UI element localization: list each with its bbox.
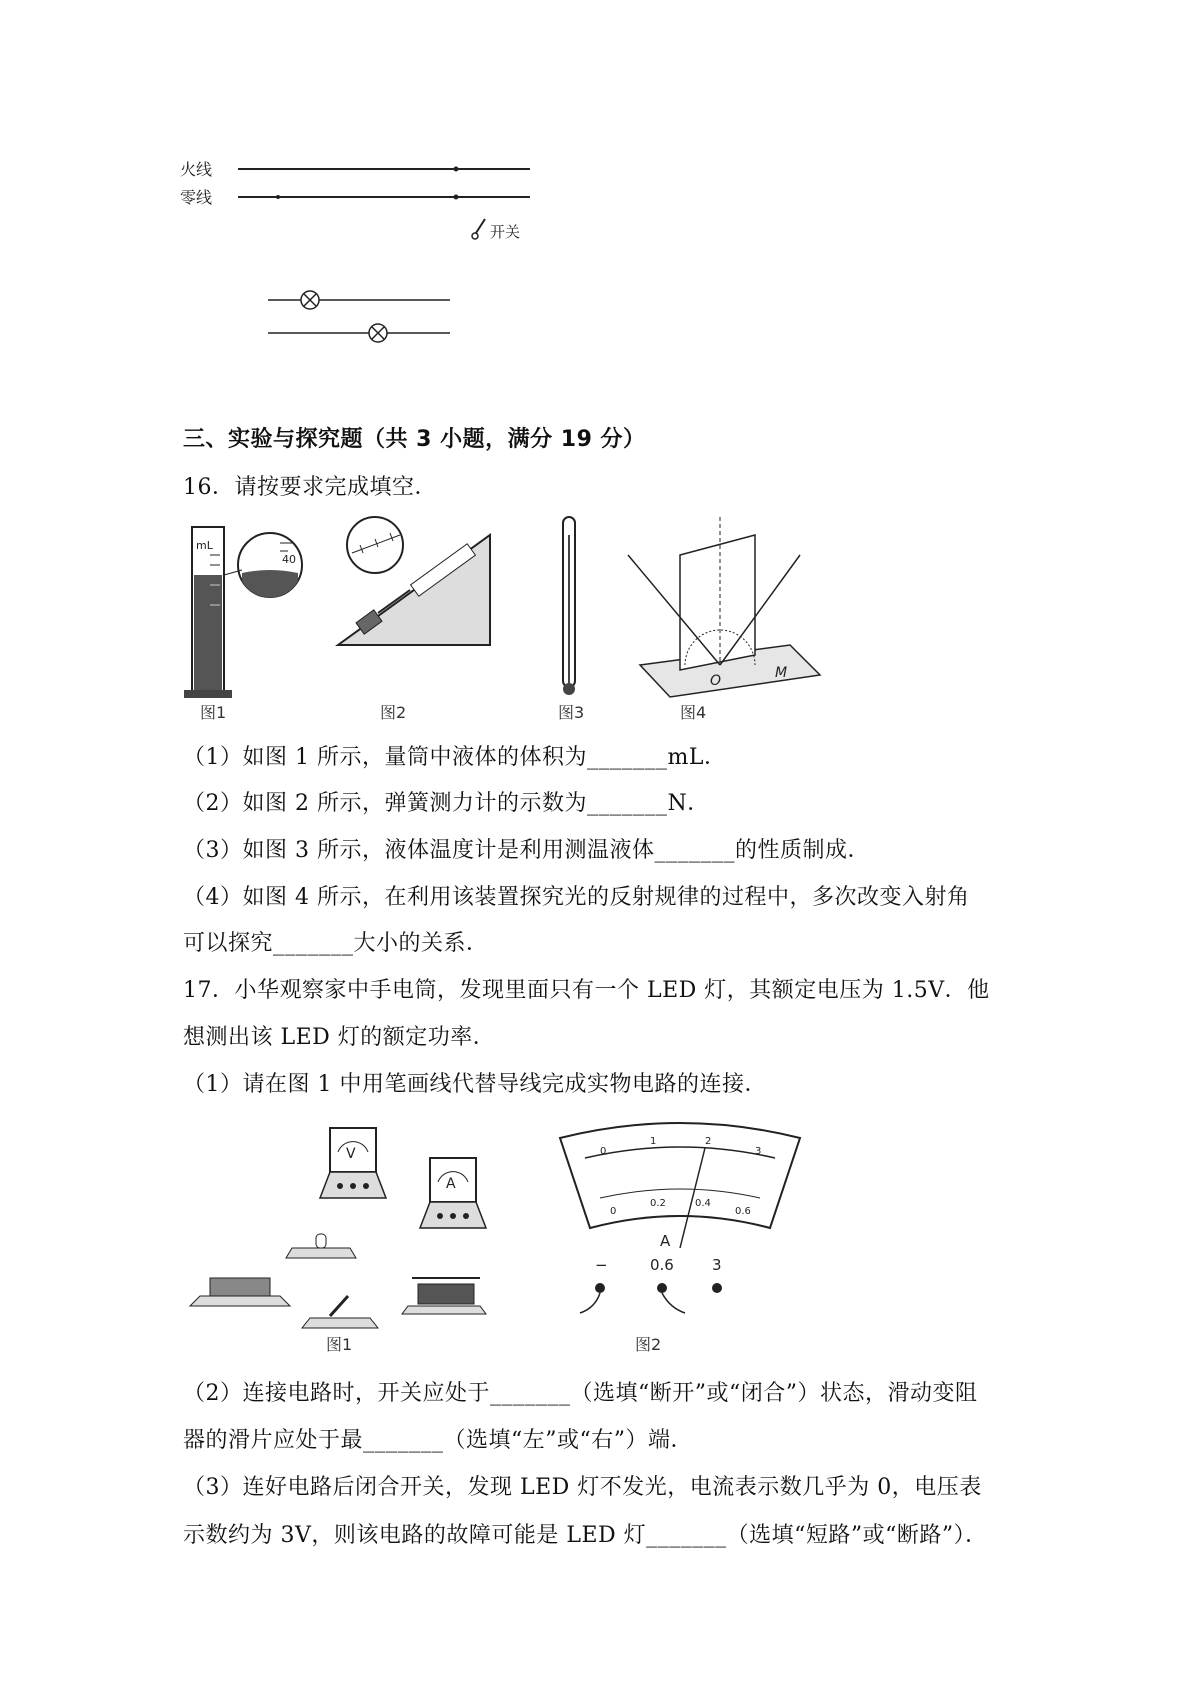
lamp-icon — [301, 291, 319, 309]
q17-item-2-line1: （2）连接电路时，开关应处于_______（选填“断开”或“闭合”）状态，滑动变阻 — [183, 1381, 978, 1406]
household-circuit-figure — [180, 155, 540, 355]
fig2-caption: 图2 — [380, 703, 407, 722]
rheostat-icon — [402, 1278, 486, 1314]
scale-top-0: 0 — [600, 1146, 607, 1157]
q16-item-4: （4）如图 4 所示，在利用该装置探究光的反射规律的过程中，多次改变入射角 — [183, 885, 970, 910]
scale-top-3: 3 — [755, 1146, 762, 1157]
battery-box-icon — [190, 1278, 290, 1306]
section-title: 三、实验与探究题（共 3 小题，满分 19 分） — [183, 427, 646, 452]
mirror-point-label: O — [710, 673, 722, 689]
q17-fig1-caption: 图1 — [326, 1335, 353, 1354]
fig1-caption: 图1 — [200, 703, 227, 722]
spring-scale-incline-icon — [338, 517, 490, 645]
live-wire-label: 火线 — [180, 160, 213, 179]
scale-bottom-2: 0.4 — [695, 1198, 711, 1209]
reflection-apparatus-icon — [628, 517, 820, 697]
fig4-caption: 图4 — [680, 703, 707, 722]
q16-stem: 16．请按要求完成填空． — [183, 475, 437, 500]
scale-bottom-0: 0 — [610, 1206, 617, 1217]
q16-item-1: （1）如图 1 所示，量筒中液体的体积为_______mL． — [183, 745, 727, 770]
scale-bottom-3: 0.6 — [735, 1206, 751, 1217]
q17-stem-line2: 想测出该 LED 灯的额定功率． — [183, 1025, 496, 1050]
scale-top-1: 1 — [650, 1136, 657, 1147]
led-lamp-icon — [286, 1234, 356, 1258]
q16-figures — [180, 515, 860, 725]
cylinder-unit: mL — [196, 539, 213, 552]
q17-item-3-line2: 示数约为 3V，则该电路的故障可能是 LED 灯_______（选填“短路”或“断路”）． — [183, 1523, 988, 1548]
terminal-06-label: 0.6 — [650, 1256, 674, 1274]
q16-item-3: （3）如图 3 所示，液体温度计是利用测温液体_______的性质制成． — [183, 838, 870, 863]
q17-fig2-caption: 图2 — [635, 1335, 662, 1354]
neutral-wire-label: 零线 — [180, 188, 213, 207]
q16-item-2: （2）如图 2 所示，弹簧测力计的示数为_______N． — [183, 791, 710, 816]
dial-symbol: A — [660, 1232, 671, 1250]
switch-label: 开关 — [490, 223, 521, 241]
ammeter-dial-icon — [560, 1123, 800, 1250]
ammeter-label: A — [446, 1176, 456, 1192]
ammeter-icon — [420, 1158, 486, 1228]
cylinder-mark: 40 — [282, 553, 296, 566]
switch-icon — [472, 219, 485, 239]
voltmeter-icon — [320, 1128, 386, 1198]
terminal-06 — [657, 1283, 667, 1293]
scale-top-2: 2 — [705, 1136, 712, 1147]
terminal-3-label: 3 — [712, 1256, 722, 1274]
q16-item-4-cont: 可以探究_______大小的关系． — [183, 931, 489, 956]
terminal-minus-label: − — [595, 1256, 608, 1274]
terminal-minus — [595, 1283, 605, 1293]
voltmeter-label: V — [346, 1146, 356, 1162]
terminal-3 — [712, 1283, 722, 1293]
q17-item-2-line2: 器的滑片应处于最_______（选填“左”或“右”）端． — [183, 1428, 693, 1453]
q17-item-1: （1）请在图 1 中用笔画线代替导线完成实物电路的连接． — [183, 1072, 767, 1097]
scale-bottom-1: 0.2 — [650, 1198, 666, 1209]
lamp-icon — [369, 324, 387, 342]
fig3-caption: 图3 — [558, 703, 585, 722]
q17-stem-line1: 17．小华观察家中手电筒，发现里面只有一个 LED 灯，其额定电压为 1.5V．他 — [183, 978, 990, 1003]
switch-icon — [302, 1296, 378, 1328]
graduated-cylinder-icon — [184, 527, 302, 698]
thermometer-icon — [563, 517, 575, 695]
mirror-label: M — [775, 665, 788, 681]
q17-figures — [180, 1118, 860, 1358]
q17-item-3-line1: （3）连好电路后闭合开关，发现 LED 灯不发光，电流表示数几乎为 0，电压表 — [183, 1475, 982, 1500]
